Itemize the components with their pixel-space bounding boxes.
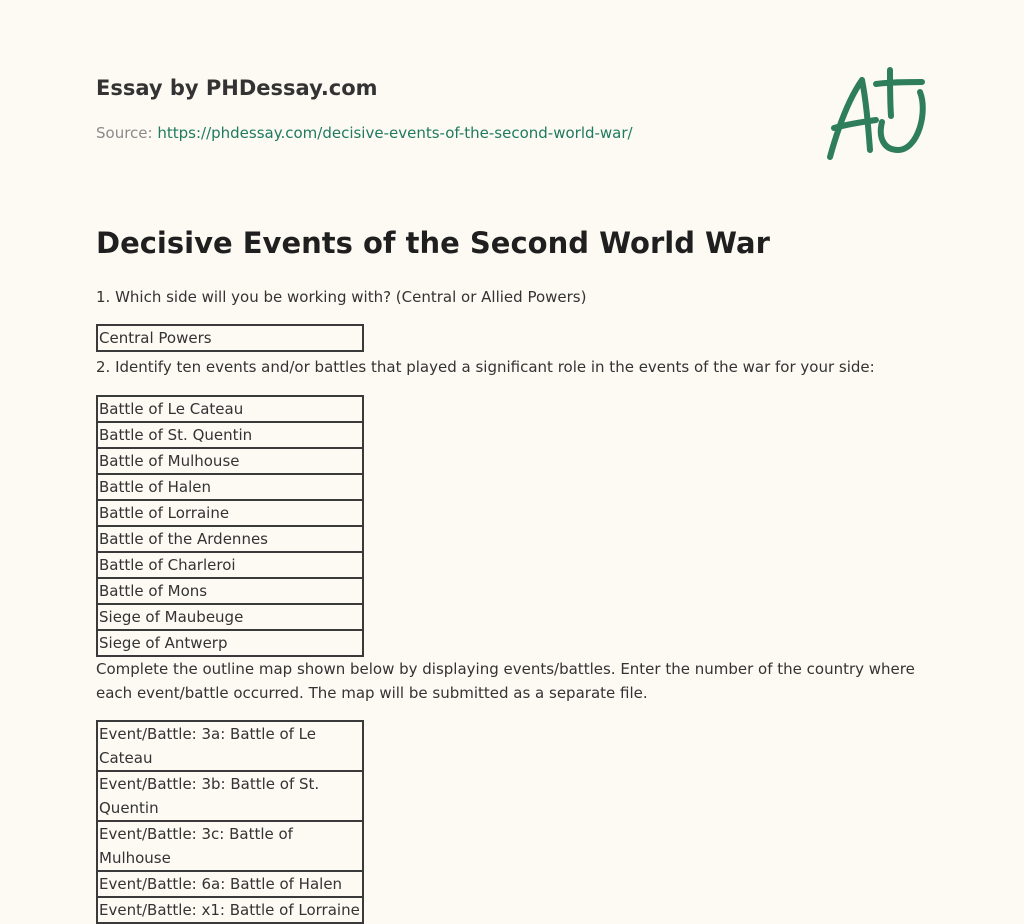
table-row (97, 721, 363, 771)
question-2: 2. Identify ten events and/or battles that played a significant role in the events of the war for your side: (96, 358, 875, 376)
site-brand: Essay by PHDessay.com (96, 76, 378, 100)
table-cell: Central Powers (97, 325, 363, 351)
table-row (97, 771, 363, 821)
table-cell: Event/Battle: 3a: Battle of Le Cateau (97, 721, 363, 771)
table-row (97, 474, 363, 500)
article-title: Decisive Events of the Second World War (96, 226, 770, 260)
table-cell: Siege of Antwerp (97, 630, 363, 656)
table-row (97, 630, 363, 656)
table-row (97, 422, 363, 448)
table-cell: Battle of Mons (97, 578, 363, 604)
question-3: Complete the outline map shown below by displaying events/battles. Enter the number of the country where each event/battle occurred. The map will be submitted as a separate file. (96, 660, 915, 702)
table-cell: Event/Battle: 3c: Battle of Mulhouse (97, 821, 363, 871)
battles-table (96, 395, 364, 657)
table-cell: Battle of the Ardennes (97, 526, 363, 552)
source-link[interactable]: https://phdessay.com/decisive-events-of-the-second-world-war/ (157, 124, 633, 142)
table-row (97, 526, 363, 552)
table-cell: Battle of St. Quentin (97, 422, 363, 448)
source-label: Source: (96, 124, 153, 142)
table-cell: Event/Battle: x1: Battle of Lorraine (97, 897, 363, 923)
source-line (96, 124, 633, 142)
table-cell: Battle of Halen (97, 474, 363, 500)
table-row (97, 500, 363, 526)
table-row (97, 897, 363, 923)
table-row (97, 604, 363, 630)
a-plus-logo-icon (818, 66, 930, 166)
question-1: 1. Which side will you be working with? (Central or Allied Powers) (96, 288, 587, 306)
table-cell: Battle of Mulhouse (97, 448, 363, 474)
table-cell: Battle of Le Cateau (97, 396, 363, 422)
table-row (97, 396, 363, 422)
table-row (97, 821, 363, 871)
table-cell: Event/Battle: 3b: Battle of St. Quentin (97, 771, 363, 821)
table-row (97, 578, 363, 604)
table-cell: Battle of Charleroi (97, 552, 363, 578)
table-row (97, 448, 363, 474)
table-row (97, 871, 363, 897)
side-table (96, 324, 364, 352)
map-events-table (96, 720, 364, 924)
table-cell: Battle of Lorraine (97, 500, 363, 526)
table-cell: Siege of Maubeuge (97, 604, 363, 630)
table-row (97, 325, 363, 351)
table-row (97, 552, 363, 578)
table-cell: Event/Battle: 6a: Battle of Halen (97, 871, 363, 897)
